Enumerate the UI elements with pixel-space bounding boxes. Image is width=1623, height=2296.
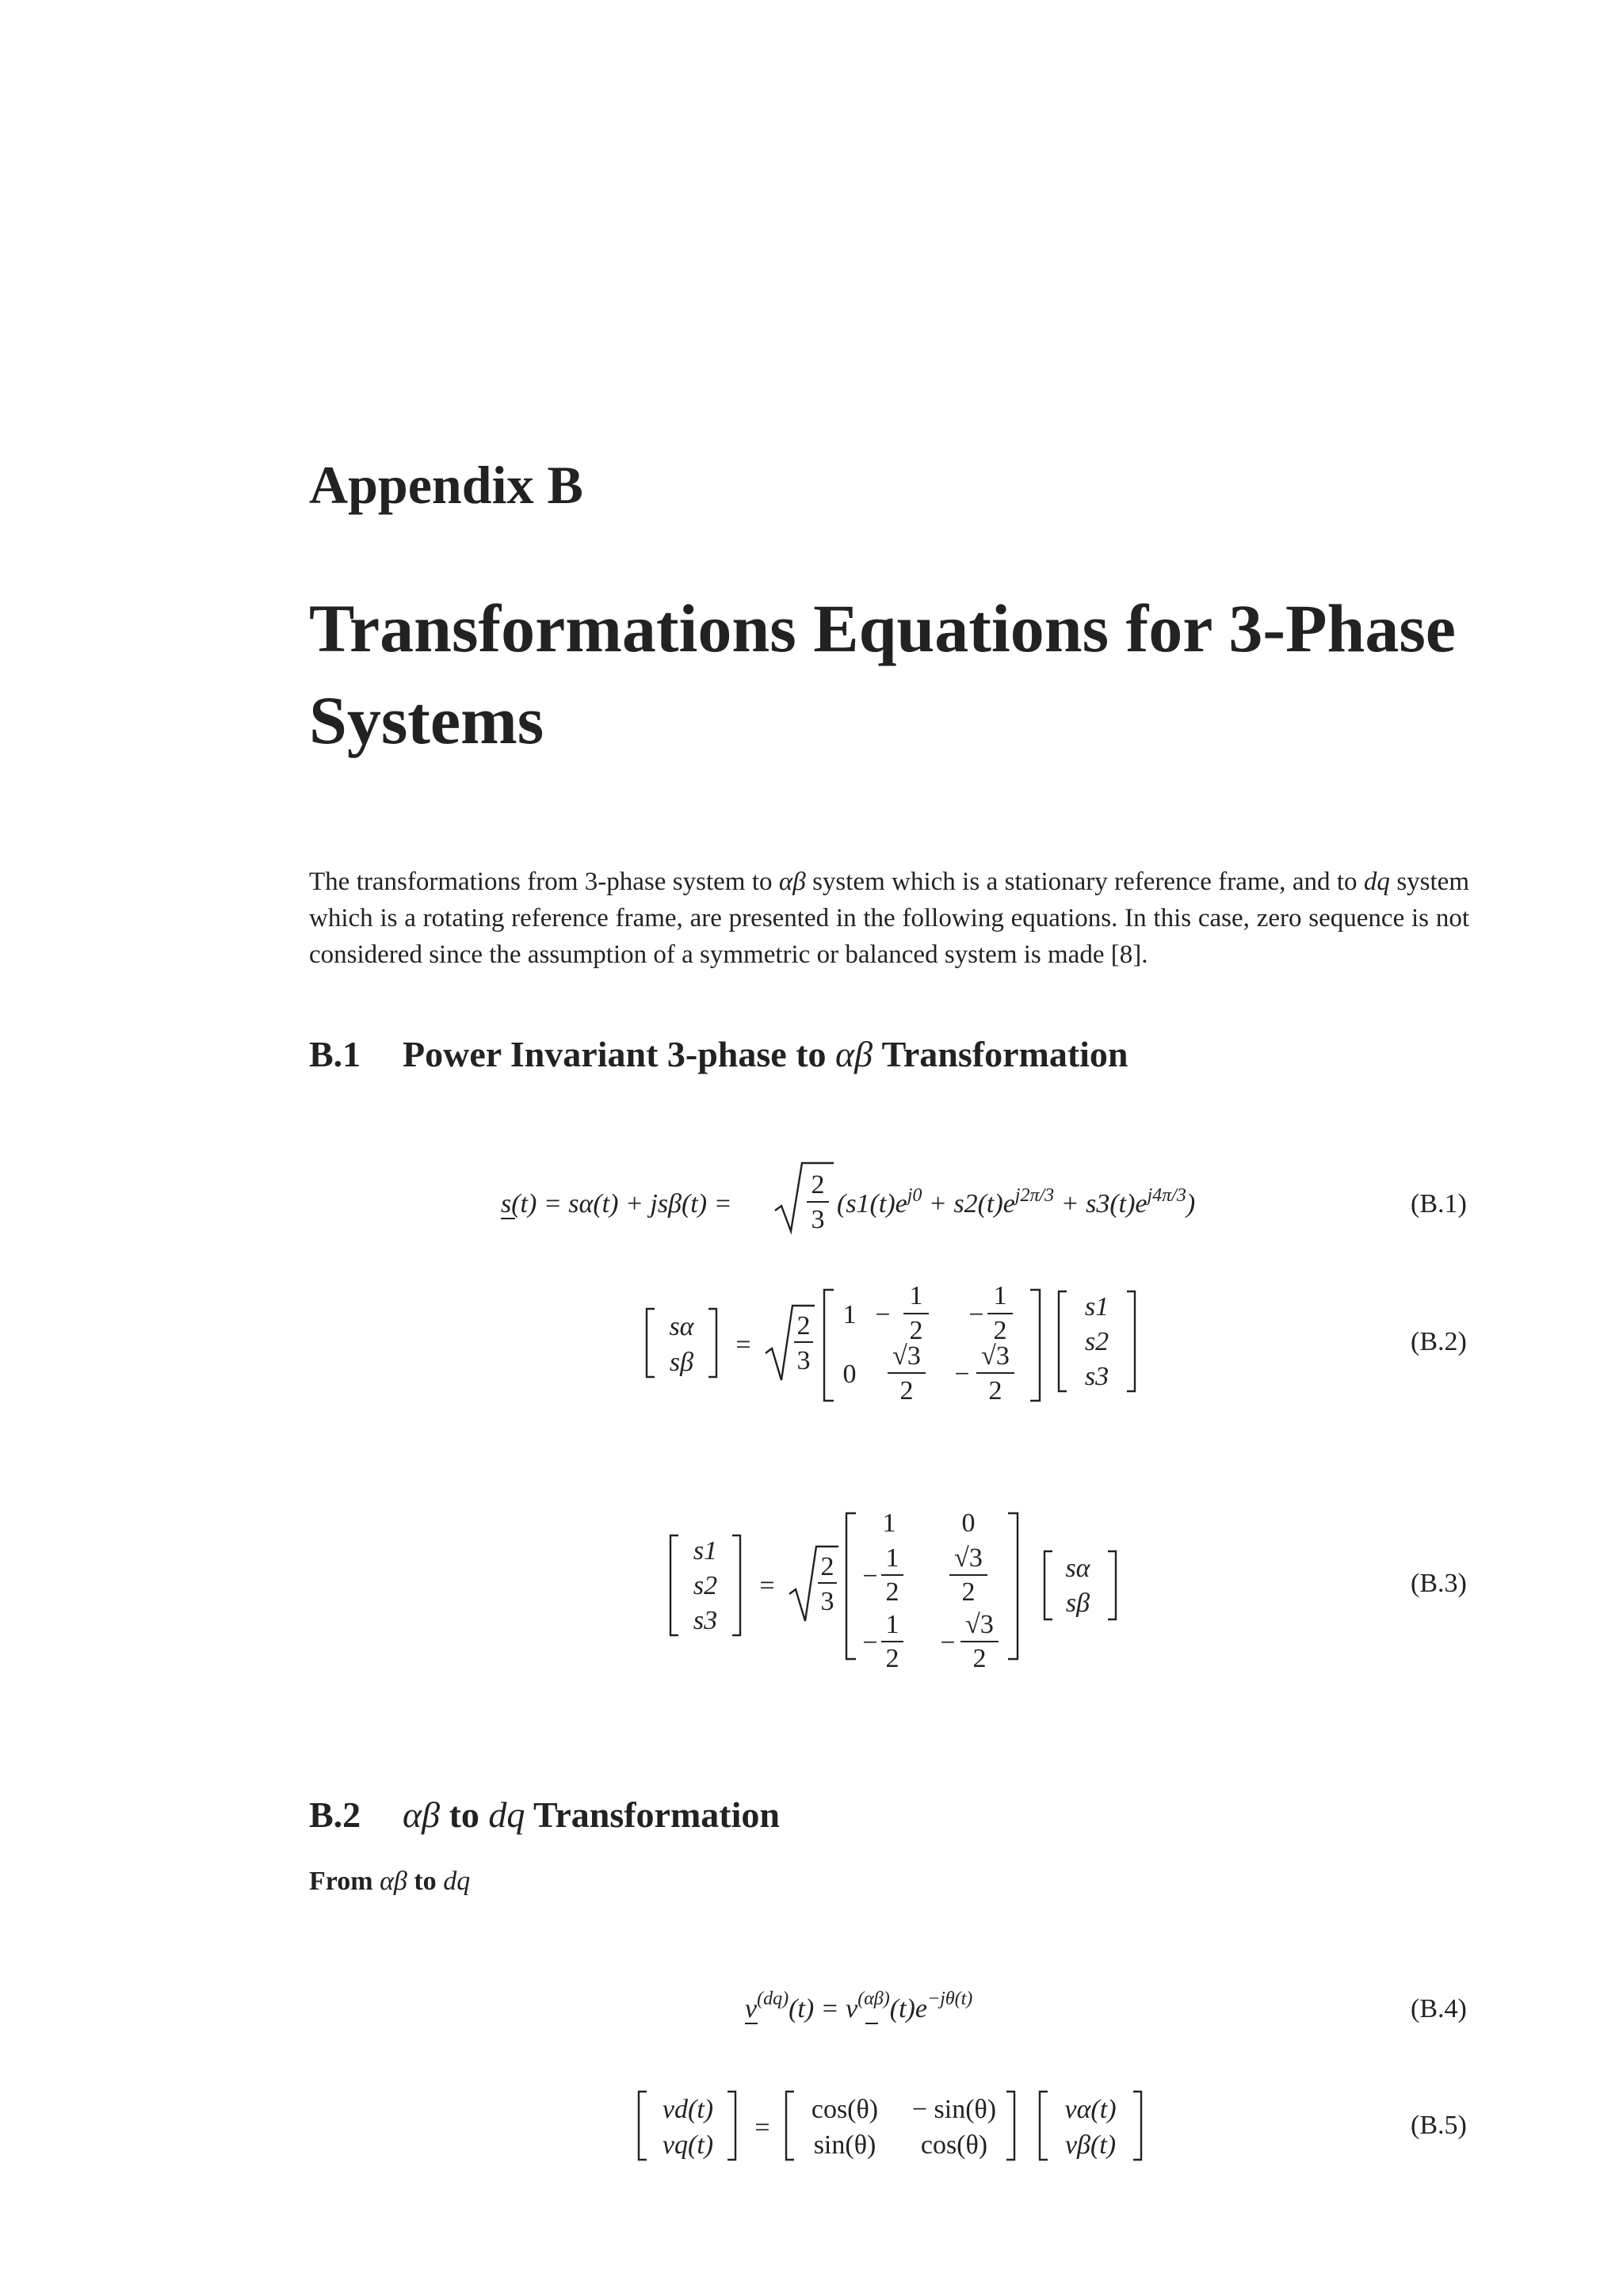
equation-number-b2: (B.2)	[1411, 1327, 1467, 1356]
eq-b1-lhs: s(t) = sα(t) + jsβ(t) =	[501, 1189, 732, 1219]
eq-b2-matrix-bracket-right	[1030, 1290, 1040, 1401]
eq-b3-m-r3c1-den: 2	[885, 1644, 899, 1673]
eq-b3-m-r2c2-num: √3	[954, 1543, 983, 1573]
eq-b5-lhs-bracket-left	[639, 2092, 647, 2160]
section-title-b2-mid: to	[440, 1794, 489, 1835]
eq-b3-rhs-s-beta: sβ	[1065, 1589, 1090, 1618]
eq-b1-frac-den: 3	[811, 1205, 825, 1234]
eq-b3-m-r1c1: 1	[882, 1508, 896, 1538]
equation-number-b5: (B.5)	[1411, 2111, 1467, 2140]
eq-b2-m-r1c1: 1	[842, 1300, 857, 1329]
eq-b2-rhs-s2: s2	[1084, 1327, 1109, 1356]
eq-b2-frac-num: 2	[796, 1311, 811, 1341]
eq-b2-lhs-bracket-right	[708, 1309, 716, 1377]
eq-b5-m-r2c1: sin(θ)	[813, 2130, 876, 2160]
eq-b2-m-r2c2-den: 2	[899, 1376, 914, 1405]
from-label-mid: to	[407, 1867, 444, 1896]
eq-b5-m-r2c2: cos(θ)	[920, 2130, 988, 2160]
eq-b2-m-r1c3-den: 2	[993, 1316, 1007, 1345]
eq-b2-lhs-s-alpha: sα	[669, 1312, 694, 1341]
eq-b3-lhs-s1: s1	[693, 1536, 718, 1566]
eq-b4-tail: (t)e	[889, 1994, 927, 2023]
eq-b4-mid: (t) =	[789, 1994, 846, 2023]
eq-b3-m-r3c1-num: 1	[885, 1610, 899, 1639]
equation-b4	[745, 1989, 972, 2023]
equation-b1	[501, 1163, 1195, 1234]
eq-b1-term2: + s2(t)e	[922, 1189, 1015, 1219]
eq-b5-rhs-v-alpha: vα(t)	[1064, 2095, 1117, 2124]
eq-b2-m-r1c2-num: 1	[909, 1281, 923, 1310]
equation-number-b1: (B.1)	[1411, 1189, 1467, 1219]
eq-b3-m-r2c1-minus: −	[862, 1562, 878, 1591]
chapter-title-line-2: Systems	[309, 682, 544, 758]
equation-b5	[639, 2092, 1141, 2160]
eq-b4-sup1: (dq)	[757, 1989, 789, 2009]
eq-b1-sqrt	[775, 1163, 834, 1231]
intro-text-1: The transformations from 3-phase system to	[309, 868, 779, 896]
eq-b2-m-r1c3-minus: −	[968, 1300, 984, 1329]
eq-b3-m-r2c1-num: 1	[885, 1543, 899, 1573]
eq-b3-lhs-s3: s3	[693, 1606, 718, 1635]
eq-b5-lhs-bracket-right	[727, 2092, 735, 2160]
eq-b4-v1: v	[745, 1994, 758, 2023]
eq-b3-matrix-bracket-left	[846, 1513, 856, 1659]
eq-b4-sup2: (αβ)	[857, 1989, 890, 2009]
eq-b5-lhs-vd: vd(t)	[662, 2095, 714, 2124]
eq-b3-m-r3c2-num: √3	[965, 1610, 994, 1639]
intro-text-2: system which is a stationary reference frame, and to	[805, 868, 1364, 896]
eq-b3-m-r3c2-den: 2	[972, 1644, 987, 1673]
eq-b1-exp-2: j2π/3	[1014, 1185, 1055, 1206]
eq-b1-exp-4: j4π/3	[1147, 1185, 1186, 1206]
eq-b3-m-r2c2-den: 2	[961, 1577, 976, 1607]
eq-b1-term1: (s1(t)e	[837, 1189, 907, 1219]
eq-b3-m-r1c2: 0	[961, 1508, 976, 1538]
eq-b2-lhs-bracket-left	[647, 1309, 655, 1377]
eq-b3-rhs-bracket-left	[1044, 1551, 1052, 1619]
eq-b3-rhs-s-alpha: sα	[1065, 1554, 1090, 1583]
eq-b2-rhs-bracket-right	[1127, 1291, 1135, 1391]
intro-math-dq: dq	[1363, 868, 1390, 896]
eq-b2-m-r2c3-num: √3	[981, 1341, 1010, 1371]
chapter-title-line-1: Transformations Equations for 3-Phase	[309, 590, 1456, 666]
eq-b5-matrix-bracket-left	[786, 2092, 794, 2160]
eq-b2-m-r2c1: 0	[842, 1360, 857, 1389]
section-title-b2-math-2: dq	[488, 1794, 525, 1835]
eq-b3-m-r3c1-minus: −	[862, 1628, 878, 1657]
eq-b2-m-r2c3-den: 2	[988, 1376, 1002, 1405]
eq-b2-rhs-bracket-left	[1059, 1291, 1067, 1391]
equation-number-b3: (B.3)	[1411, 1569, 1467, 1598]
eq-b2-m-r2c3-minus: −	[954, 1360, 970, 1389]
eq-b2-lhs-s-beta: sβ	[669, 1348, 694, 1377]
equation-b3	[670, 1508, 1116, 1673]
section-title-b1-post: Transformation	[873, 1034, 1128, 1074]
equation-number-b4: (B.4)	[1411, 1994, 1467, 2023]
eq-b4-v2: v	[846, 1994, 858, 2023]
eq-b3-lhs-s2: s2	[693, 1571, 718, 1600]
eq-b3-matrix-bracket-right	[1008, 1513, 1018, 1659]
eq-b3-lhs-bracket-left	[670, 1535, 678, 1635]
intro-math-alphabeta: αβ	[778, 868, 806, 896]
section-title-b2-math-1: αβ	[403, 1794, 441, 1835]
eq-b5-m-r1c1: cos(θ)	[811, 2095, 879, 2124]
eq-b5-rhs-v-beta: vβ(t)	[1064, 2130, 1117, 2160]
eq-b5-matrix-bracket-right	[1006, 2092, 1014, 2160]
eq-b5-rhs-bracket-left	[1040, 2092, 1048, 2160]
eq-b2-rhs-s1: s1	[1084, 1292, 1109, 1322]
eq-b1-frac-num: 2	[811, 1170, 825, 1199]
eq-b2-m-r1c2-minus: −	[875, 1300, 891, 1329]
eq-b1-close: )	[1186, 1189, 1196, 1219]
eq-b3-frac-num: 2	[820, 1552, 834, 1581]
eq-b5-m-r1c2: − sin(θ)	[911, 2095, 997, 2124]
eq-b2-frac-den: 3	[796, 1346, 811, 1375]
from-label-pre: From	[309, 1867, 380, 1896]
eq-b5-lhs-vq: vq(t)	[662, 2130, 714, 2160]
from-label-math-2: dq	[443, 1867, 471, 1896]
section-number-b1: B.1	[309, 1034, 361, 1074]
eq-b1-exp-0: j0	[907, 1185, 922, 1206]
eq-b5-rhs-bracket-right	[1133, 2092, 1141, 2160]
eq-b5-equals: =	[754, 2113, 770, 2142]
eq-b3-rhs-bracket-right	[1108, 1551, 1116, 1619]
section-title-b1-pre: Power Invariant 3-phase to	[403, 1034, 836, 1074]
eq-b2-equals: =	[735, 1330, 751, 1360]
eq-b3-m-r2c1-den: 2	[885, 1577, 899, 1607]
eq-b2-m-r1c2-den: 2	[909, 1316, 923, 1345]
eq-b2-m-r2c2-num: √3	[892, 1341, 921, 1371]
eq-b4-sup3: −jθ(t)	[926, 1989, 973, 2009]
section-title-b1-math: αβ	[835, 1034, 873, 1074]
section-title-b2-post: Transformation	[525, 1794, 780, 1835]
eq-b3-frac-den: 3	[820, 1587, 834, 1616]
eq-b3-lhs-bracket-right	[732, 1535, 740, 1635]
eq-b1-term3: + s3(t)e	[1054, 1189, 1148, 1219]
eq-b3-m-r3c2-minus: −	[940, 1628, 956, 1657]
eq-b2-rhs-s3: s3	[1084, 1362, 1109, 1391]
eq-b3-equals: =	[759, 1571, 775, 1600]
eq-b2-m-r1c3-num: 1	[993, 1281, 1007, 1310]
from-label-math-1: αβ	[380, 1867, 407, 1896]
eq-b2-matrix-bracket-left	[824, 1290, 834, 1401]
appendix-heading: Appendix B	[309, 455, 583, 515]
eq-b1-rhs	[837, 1185, 1195, 1219]
section-number-b2: B.2	[309, 1794, 361, 1835]
intro-text-3: system which is a rotating reference frame, are presented in the following equations. In this case, zero sequence is not considered since the assumption of a symmetric or balanced system is made [8].	[309, 868, 1469, 969]
eq-b4-expression	[745, 1989, 972, 2023]
equation-b2	[647, 1281, 1135, 1405]
